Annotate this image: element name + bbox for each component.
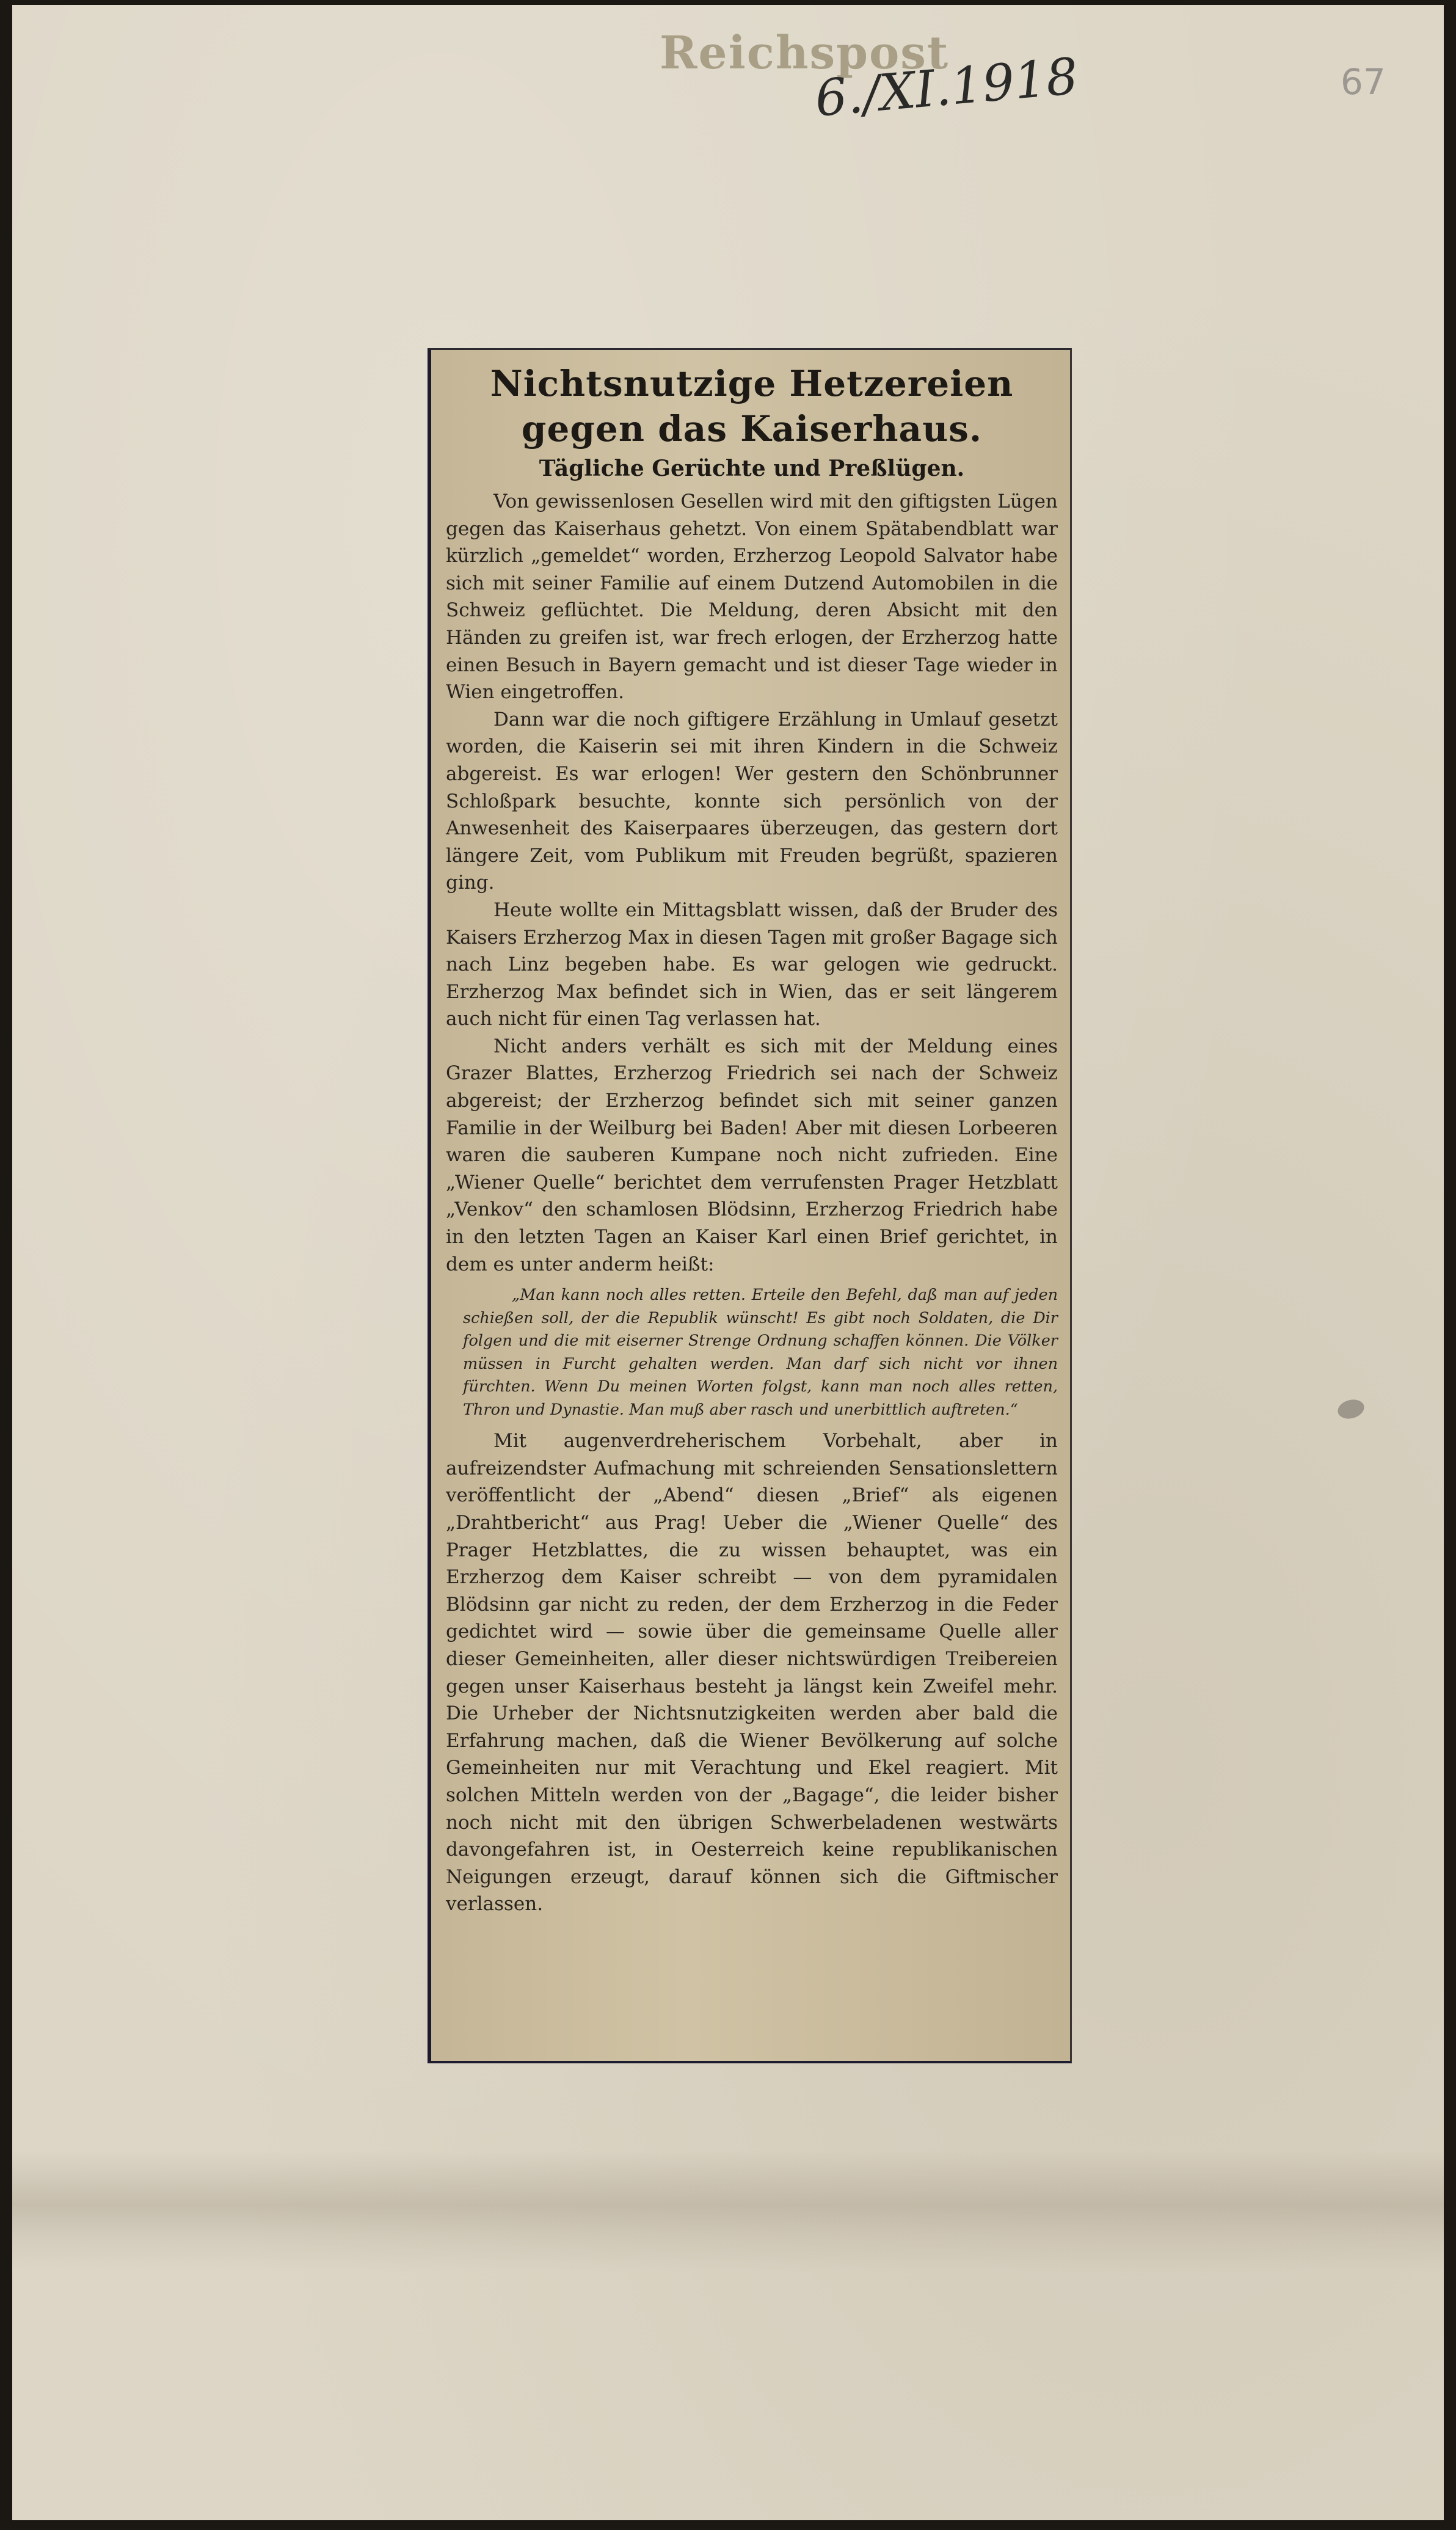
paper-fold-shadow — [12, 2150, 1444, 2272]
article-headline: Nichtsnutzige Hetzereien gegen das Kaiserhaus. — [490, 363, 1014, 450]
handwritten-date: 6./XI.1918 — [812, 47, 1080, 128]
article-paragraph: Nicht anders verhält es sich mit der Meldung eines Grazer Blattes, Erzherzog Friedrich sei nach der Schweiz abgereist; der Erzherzog befindet sich mit seiner ganzen Familie in der Weilburg bei Baden! Aber mit diesen Lorbeeren waren die sauberen Kumpane noch nicht zufrieden. Eine „Wiener Quelle“ berichtet dem verrufensten Prager Hetzblatt „Venkov“ den schamlosen Blödsinn, Erzherzog Friedrich habe in den letzten Tagen an Kaiser Karl einen Brief gerichtet, in dem es unter anderm heißt: — [446, 1035, 1058, 1275]
article-paragraph: Heute wollte ein Mittagsblatt wissen, daß der Bruder des Kaisers Erzherzog Max in diesen Tagen mit großer Bagage sich nach Linz begeben habe. Es war gelogen wie gedruckt. Erzherzog Max befindet sich in Wien, das er seit längerem auch nicht für einen Tag verlassen hat. — [446, 899, 1058, 1030]
article-subheadline: Tägliche Gerüchte und Preßlügen. — [539, 456, 965, 481]
page-number: 67 — [1341, 61, 1386, 103]
article-paragraph: Von gewissenlosen Gesellen wird mit den giftigsten Lügen gegen das Kaiserhaus gehetzt. Von einem Spätabendblatt war kürzlich „gemeldet“ worden, Erzherzog Leopold Salvator habe sich mit seiner Familie auf einem Dutzend Automobilen in die Schweiz geflüchtet. Die Meldung, deren Absicht mit den Händen zu greifen ist, war frech erlogen, der Erzherzog hatte einen Besuch in Bayern gemacht und ist dieser Tage wieder in Wien eingetroffen. — [446, 490, 1058, 704]
article-paragraph: Dann war die noch giftigere Erzählung in Umlauf gesetzt worden, die Kaiserin sei mit ihren Kindern in die Schweiz abgereist. Es war erlogen! Wer gestern den Schönbrunner Schloßpark besuchte, konnte sich persönlich von der Anwesenheit des Kaiserpaares überzeugen, das gestern dort längere Zeit, vom Publikum mit Freuden begrüßt, spazieren ging. — [446, 708, 1058, 894]
newspaper-clipping — [428, 348, 1072, 2063]
article-quote: „Man kann noch alles retten. Erteile den Befehl, daß man auf jeden schießen soll, der die Republik wünscht! Es gibt noch Soldaten, die Dir folgen und die mit eiserner Strenge Ordnung schaffen können. Die Völker müssen in Furcht gehalten werden. Man darf sich nicht vor ihnen fürchten. Wenn Du meinen Worten folgst, kann man noch alles retten, Thron und Dynastie. Man muß aber rasch und unerbittlich auftreten.“ — [463, 1286, 1058, 1419]
newspaper-stamp: Reichspost — [660, 27, 950, 79]
article-closing-paragraph: Mit augenverdreherischem Vorbehalt, aber in aufreizendster Aufmachung mit schreienden Sensationslettern veröffentlicht der „Abend“ diesen „Brief“ als eigenen „Drahtbericht“ aus Prag! Ueber die „Wiener Quelle“ des Prager Hetzblattes, die zu wissen behauptet, was ein Erzherzog dem Kaiser schreibt — von dem pyramidalen Blödsinn gar nicht zu reden, der dem Erzherzog in die Feder gedichtet wird — sowie über die gemeinsame Quelle aller dieser Gemeinheiten, aller dieser nichtswürdigen Treibereien gegen unser Kaiserhaus besteht ja längst kein Zweifel mehr. Die Urheber der Nichtsnutzigkeiten werden aber bald die Erfahrung machen, daß die Wiener Bevölkerung auf solche Gemeinheiten nur mit Verachtung und Ekel reagiert. Mit solchen Mitteln werden von der „Bagage“, die leider bisher noch nicht mit den übrigen Schwerbeladenen westwärts davongefahren ist, in Oesterreich keine republikanischen Neigungen erzeugt, darauf können sich die Giftmischer verlassen. — [446, 1430, 1058, 1916]
